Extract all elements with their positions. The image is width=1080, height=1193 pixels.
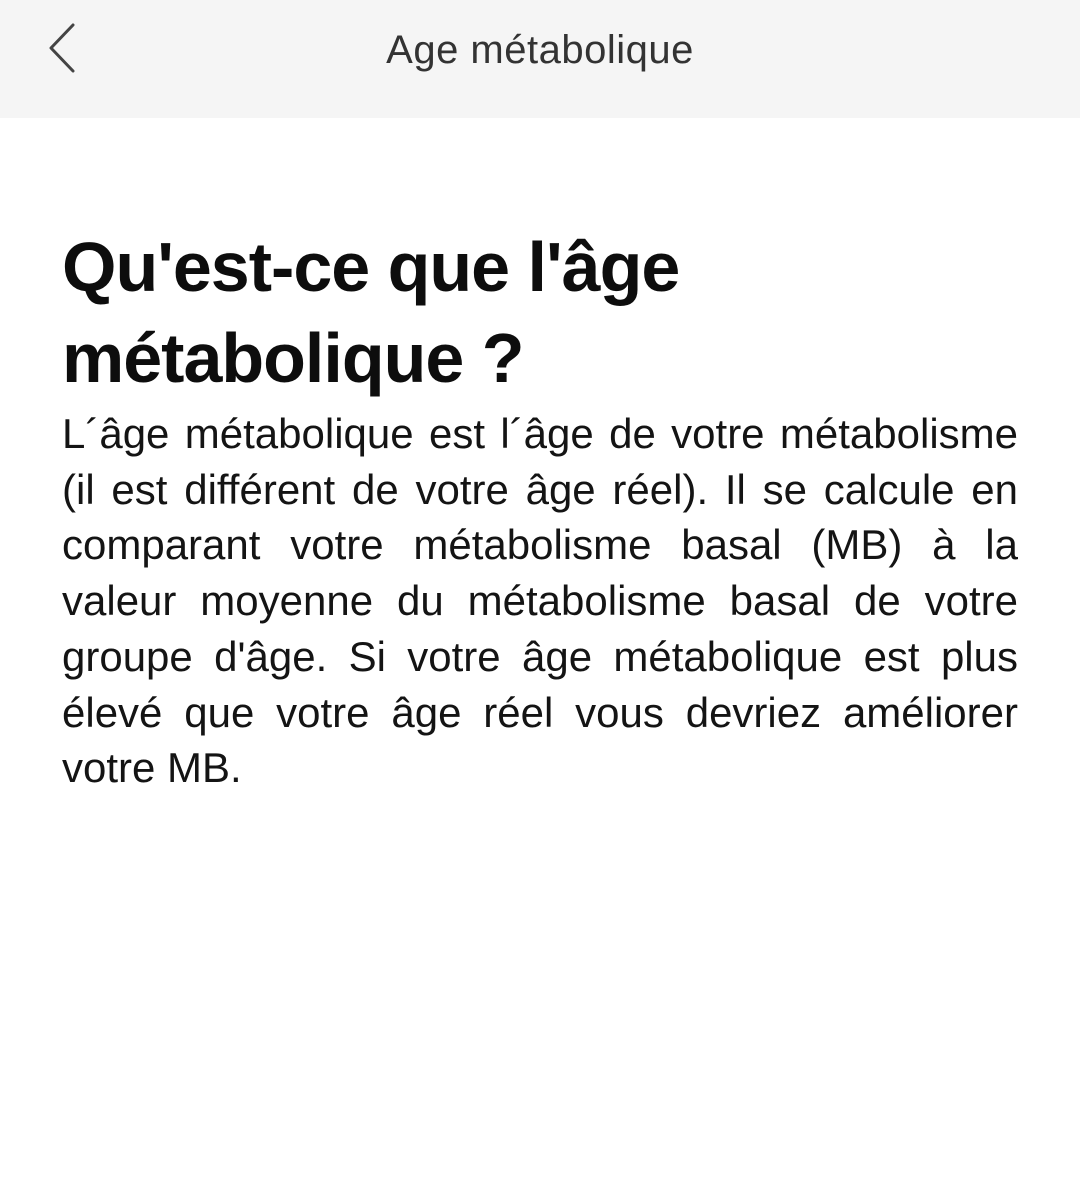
top-bar	[0, 0, 1080, 118]
article-content	[62, 222, 1018, 796]
page-title: Age métabolique	[386, 28, 694, 72]
article-heading: Qu'est-ce que l'âge métabolique ?	[62, 228, 680, 397]
article-body: L´âge métabolique est l´âge de votre métabolisme (il est différent de votre âge réel). Il se calcule en comparant votre métabolisme basal (MB) à la valeur moyenne du métabolisme basal de votre groupe d'âge. Si votre âge métabolique est plus élevé que votre âge réel vous devriez améliorer votre MB.	[62, 410, 1018, 792]
